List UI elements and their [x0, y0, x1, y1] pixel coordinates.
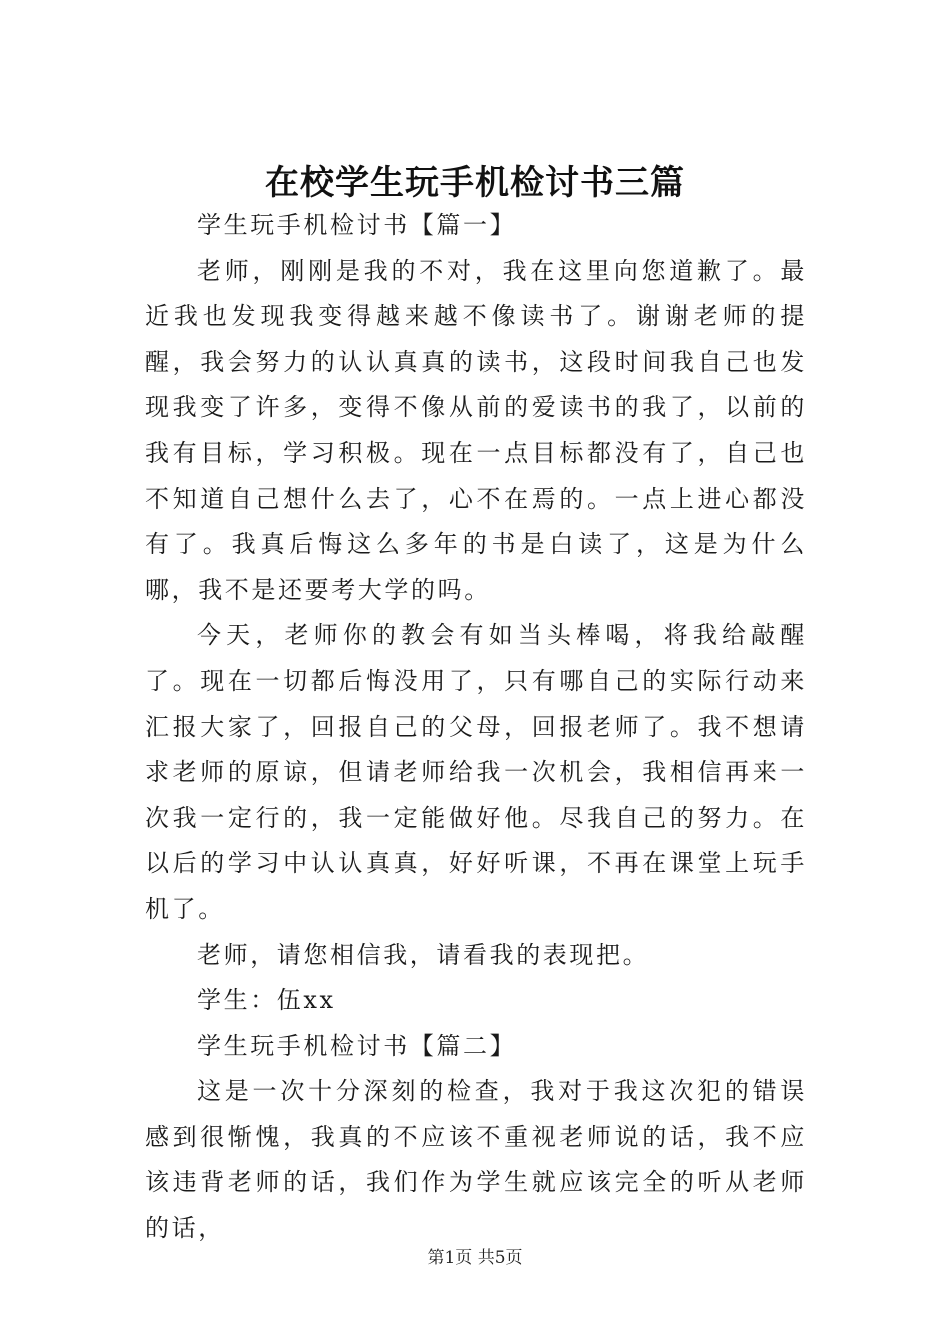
paragraph: 老师，请您相信我，请看我的表现把。 [197, 940, 650, 969]
paragraph: 今天，老师你的教会有如当头棒喝，将我给敲醒了。现在一切都后悔没用了，只有哪自己的实际行动来汇报大家了，回报自己的父母，回报老师了。我不想请求老师的原谅，但请老师给我一次机会，我相信再来一次我一定行的，我一定能做好他。尽我自己的努力。在以后的学习中认认真真，好好听课，不再在课堂上玩手机了。 [145, 621, 807, 923]
section-heading-2: 学生玩手机检讨书【篇二】 [197, 1031, 517, 1060]
document-title: 在校学生玩手机检讨书三篇 [265, 162, 685, 203]
document-body [145, 203, 807, 1252]
section-heading-1: 学生玩手机检讨书【篇一】 [197, 211, 517, 239]
paragraph: 这是一次十分深刻的检查，我对于我这次犯的错误感到很惭愧，我真的不应该不重视老师说的话，我不应该违背老师的话，我们作为学生就应该完全的听从老师的话， [145, 1077, 807, 1243]
page-number: 第1页 共5页 [427, 1248, 523, 1268]
signature-line: 学生：伍xx [197, 986, 336, 1015]
paragraph: 老师，刚刚是我的不对，我在这里向您道歉了。最近我也发现我变得越来越不像读书了。谢谢老师的提醒，我会努力的认认真真的读书，这段时间我自己也发现我变了许多，变得不像从前的爱读书的我了，以前的我有目标，学习积极。现在一点目标都没有了，自己也不知道自己想什么去了，心不在焉的。一点上进心都没有了。我真后悔这么多年的书是白读了，这是为什么哪，我不是还要考大学的吗。 [145, 256, 807, 604]
